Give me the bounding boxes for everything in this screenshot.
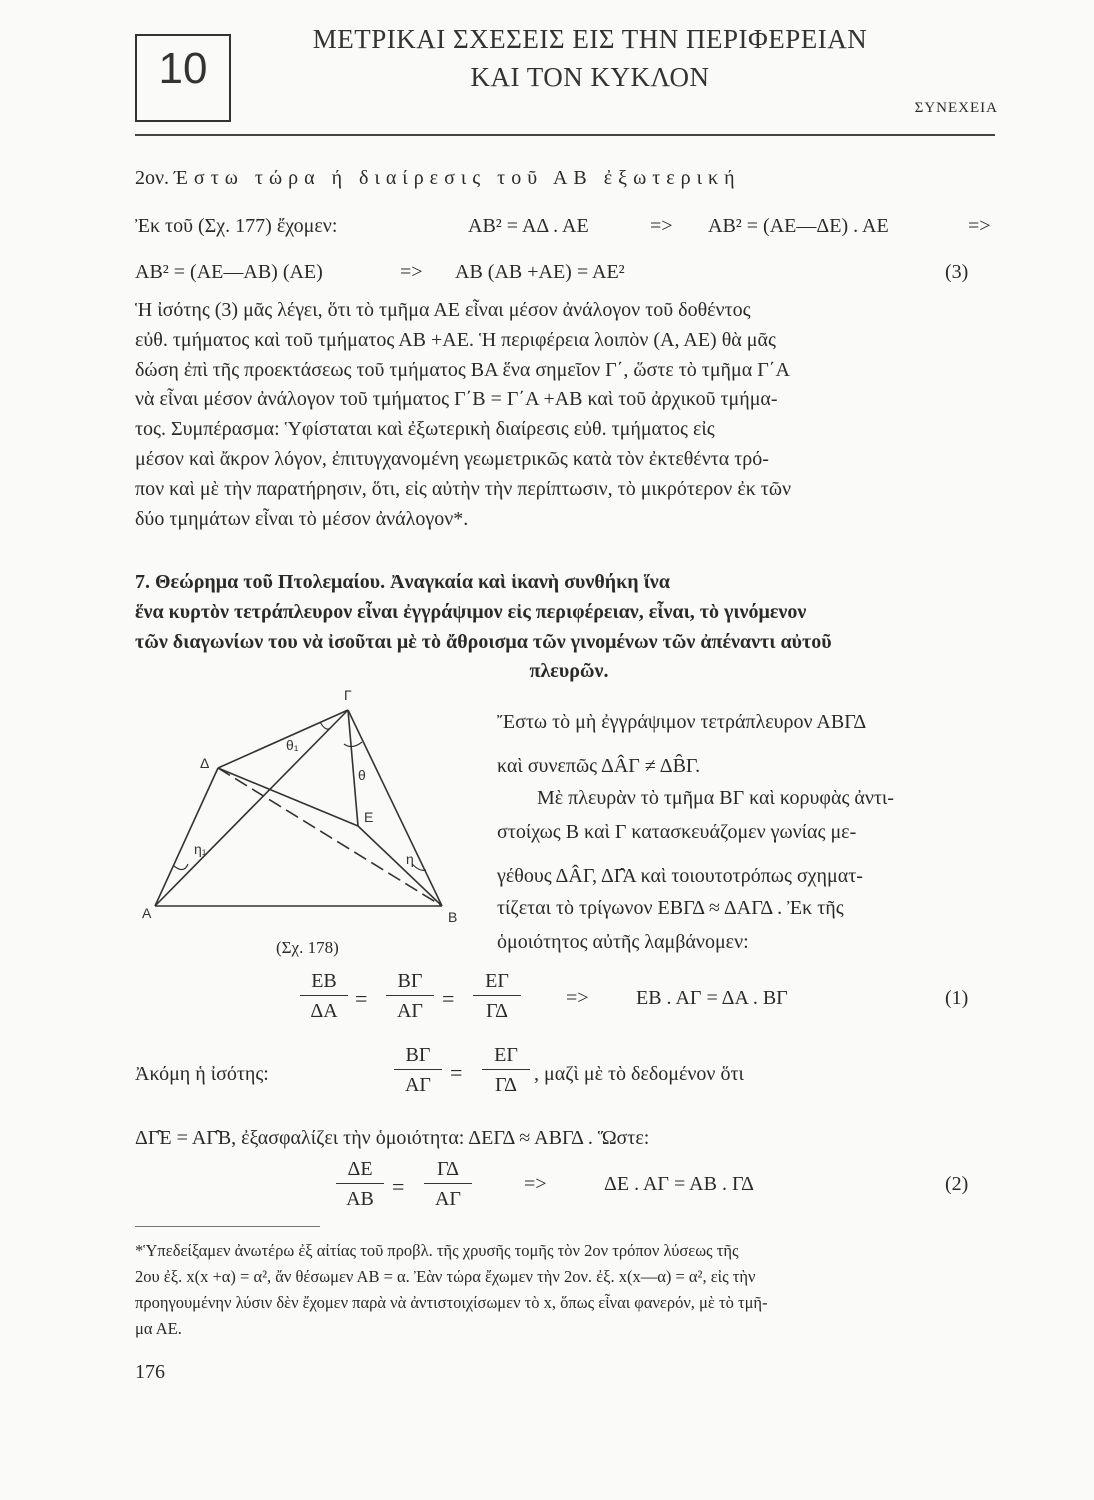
equation-1-result: ΕΒ . ΑΓ = ΔΑ . ΒΓ: [636, 987, 788, 1009]
angle-arc-th1: [320, 722, 330, 729]
fraction-GD-AG: [424, 1158, 472, 1211]
paragraph-line: δύο τμημάτων εἶναι τὸ μέσον ἀνάλογον*.: [135, 507, 469, 530]
numerator: ΔΕ: [336, 1158, 384, 1184]
theorem-line: ἕνα κυρτὸν τετράπλευρον εἶναι ἐγγράψιμον εἰς περιφέρειαν, εἶναι, τὸ γινόμενον: [135, 600, 807, 623]
label-G: Γ: [344, 688, 352, 703]
side-DG: [218, 710, 348, 768]
fraction-DE-AB: [336, 1158, 384, 1211]
paragraph-line: νὰ εἶναι μέσον ἀνάλογον τοῦ τμήματος Γ΄Β = Γ΄Α +ΑΒ καὶ τοῦ ἀρχικοῦ τμήμα-: [135, 388, 778, 411]
equals-sign: =: [450, 1060, 463, 1085]
section-heading-text: Έστω τώρα ή διαίρεσις τοῦ ΑΒ ἐξωτερική: [174, 167, 741, 189]
numerator: ΒΓ: [386, 970, 434, 996]
side-AD: [155, 768, 218, 906]
arrow: =>: [566, 987, 589, 1009]
label-E: Ε: [364, 809, 374, 825]
denominator: ΔΑ: [310, 1000, 338, 1022]
footnote-line: *Ὑπεδείξαμεν ἀνωτέρω ἐξ αἰτίας τοῦ προβλ. τῆς χρυσῆς τομῆς τὸν 2ον τρόπον λύσεως τῆς: [135, 1241, 739, 1260]
similarity-line: ΔΓ̂Ε = ΑΓ̂Β, ἐξασφαλίζει τὴν ὁμοιότητα: ΔΕΓΔ ≈ ΑΒΓΔ . Ὥστε:: [135, 1127, 650, 1149]
proof-line: γέθους ΔÂΓ, ΔΓ̂Α καὶ τοιουτοτρόπως σχηματ-: [497, 865, 863, 887]
numerator: ΒΓ: [394, 1044, 442, 1070]
fraction-EG-GD-2: [482, 1044, 530, 1097]
paragraph-line: δώση ἐπὶ τῆς προεκτάσεως τοῦ τμήματος ΒΑ ἕνα σημεῖον Γ΄, ὥστε τὸ τμῆμα Γ΄Α: [135, 358, 790, 381]
denominator: ΓΔ: [494, 1074, 518, 1096]
section-heading: [135, 164, 741, 192]
label-theta1: θ₁: [286, 737, 299, 753]
equation-number-3: (3): [945, 261, 969, 283]
footnote-rule: [135, 1226, 320, 1227]
continued-label: ΣΥΝΕΧΕΙΑ: [914, 100, 998, 116]
figure-178: [130, 688, 490, 958]
fraction-EG-GD: [473, 970, 521, 1023]
chapter-title-line1: ΜΕΤΡΙΚΑΙ ΣΧΕΣΕΙΣ ΕΙΣ ΤΗΝ ΠΕΡΙΦΕΡΕΙΑΝ: [312, 24, 868, 54]
label-theta: θ: [358, 767, 366, 783]
section2-paragraph: [135, 296, 1003, 534]
equals-sign: =: [392, 1174, 405, 1199]
label-eta1: η₁: [194, 841, 207, 857]
denominator: ΑΓ: [404, 1074, 431, 1096]
equation-line-1-intro: Ἐκ τοῦ (Σχ. 177) ἔχομεν:: [135, 215, 338, 237]
footnote-line: μα ΑΕ.: [135, 1319, 182, 1338]
proof-line: στοίχως Β καὶ Γ κατασκευάζομεν γωνίας με-: [497, 821, 857, 843]
chapter-title-line2: ΚΑΙ ΤΟΝ ΚΥΚΛΟΝ: [470, 62, 710, 92]
label-D: Δ: [200, 755, 210, 771]
equals-sign: =: [355, 986, 368, 1011]
label-B: Β: [448, 909, 458, 925]
paragraph-line: πον καὶ μὲ τὴν παρατήρησιν, ὅτι, εἰς αὐτὴν τὴν περίπτωσιν, τὸ μικρότερον ἐκ τῶν: [135, 477, 792, 500]
arrow: =>: [400, 261, 423, 283]
footnote: [135, 1238, 1003, 1342]
fraction-BG-AG: [386, 970, 434, 1023]
section-label: 2ον.: [135, 167, 170, 189]
page-number: 176: [135, 1361, 165, 1383]
equation-line-2b: ΑΒ (ΑΒ +ΑΕ) = ΑΕ²: [455, 261, 625, 283]
numerator: ΕΓ: [482, 1044, 530, 1070]
denominator: ΑΓ: [396, 1000, 423, 1022]
chapter-number: 10: [158, 44, 208, 93]
still-line-text: Ἀκόμη ἡ ἰσότης:: [135, 1063, 269, 1085]
paragraph-line: εὐθ. τμήματος καὶ τοῦ τμήματος ΑΒ +ΑΕ. Ἡ περιφέρεια λοιπὸν (Α, ΑΕ) θὰ μᾶς: [135, 328, 776, 351]
equation-2-result: ΔΕ . ΑΓ = ΑΒ . ΓΔ: [604, 1173, 754, 1195]
proof-line: καὶ συνεπῶς ΔÂΓ ≠ ΔB̂Γ.: [497, 755, 701, 777]
proof-line: ὁμοιότητος αὐτῆς λαμβάνομεν:: [497, 931, 749, 953]
label-eta: η: [406, 851, 414, 867]
paragraph-line: Ἡ ἰσότης (3) μᾶς λέγει, ὅτι τὸ τμῆμα ΑΕ εἶναι μέσον ἀνάλογον τοῦ δοθέντος: [135, 299, 751, 321]
proof-line: Ἔστω τὸ μὴ ἐγγράψιμον τετράπλευρον ΑΒΓΔ: [497, 711, 867, 733]
angle-arc-eta1: [174, 864, 188, 870]
numerator: ΕΓ: [473, 970, 521, 996]
header-rule: [135, 134, 995, 136]
arrow: =>: [524, 1173, 547, 1195]
arrow: =>: [968, 215, 991, 237]
figure-caption: (Σχ. 178): [276, 938, 339, 957]
arrow: =>: [650, 215, 673, 237]
equation-line-1a: ΑΒ² = ΑΔ . ΑΕ: [468, 215, 589, 237]
segment-EB: [358, 826, 442, 906]
numerator: ΓΔ: [424, 1158, 472, 1184]
denominator: ΑΒ: [346, 1188, 374, 1210]
equals-sign: =: [442, 986, 455, 1011]
proof-line: τίζεται τὸ τρίγωνον ΕΒΓΔ ≈ ΔΑΓΔ . Ἐκ τῆς: [497, 897, 844, 919]
denominator: ΓΔ: [485, 1000, 509, 1022]
fraction-EB-DA: [300, 970, 348, 1023]
footnote-line: προηγουμένην λύσιν δὲν ἔχομεν παρὰ νὰ ἀντιστοιχίσωμεν τὸ x, ὅπως εἶναι φανερόν, μὲ τὸ τμῆ-: [135, 1293, 768, 1312]
equation-line-1b: ΑΒ² = (ΑΕ—ΔΕ) . ΑΕ: [708, 215, 889, 237]
theorem-statement: [135, 568, 1003, 687]
equation-number-1: (1): [945, 987, 969, 1009]
footnote-line: 2ου ἐξ. x(x +α) = α², ἄν θέσωμεν ΑΒ = α. Ἐὰν τώρα ἔχωμεν τὴν 2ον. ἐξ. x(x—α) = α², εἰς τὴν: [135, 1267, 756, 1286]
theorem-line: πλευρῶν.: [529, 660, 609, 683]
paragraph-line: μέσον καὶ ἄκρον λόγον, ἐπιτυγχανομένη γεωμετρικῶς κατὰ τὸν ἐκτεθέντα τρό-: [135, 447, 769, 470]
segment-DE: [218, 768, 358, 826]
label-A: Α: [142, 905, 152, 921]
theorem-line: τῶν διαγωνίων του νὰ ἰσοῦται μὲ τὸ ἄθροισμα τῶν γινομένων τῶν ἀπέναντι αὐτοῦ: [135, 630, 832, 653]
paragraph-line: τος. Συμπέρασμα: Ὑφίσταται καὶ ἐξωτερικὴ διαίρεσις εὐθ. τμήματος εἰς: [135, 418, 715, 441]
denominator: ΑΓ: [434, 1188, 461, 1210]
fraction-BG-AG-2: [394, 1044, 442, 1097]
equation-line-2a: ΑΒ² = (ΑΕ—ΑΒ) (ΑΕ): [135, 261, 323, 283]
diagonal-AG: [155, 710, 348, 906]
still-line-tail: , μαζὶ μὲ τὸ δεδομένον ὅτι: [534, 1063, 744, 1085]
theorem-line: 7. Θεώρημα τοῦ Πτολεμαίου. Ἀναγκαία καὶ ἱκανὴ συνθήκη ἵνα: [135, 571, 670, 593]
numerator: ΕΒ: [300, 970, 348, 996]
equation-number-2: (2): [945, 1173, 969, 1195]
proof-line: Μὲ πλευρὰν τὸ τμῆμα ΒΓ καὶ κορυφὰς ἀντι-: [537, 787, 894, 809]
angle-arc-th: [344, 742, 362, 747]
